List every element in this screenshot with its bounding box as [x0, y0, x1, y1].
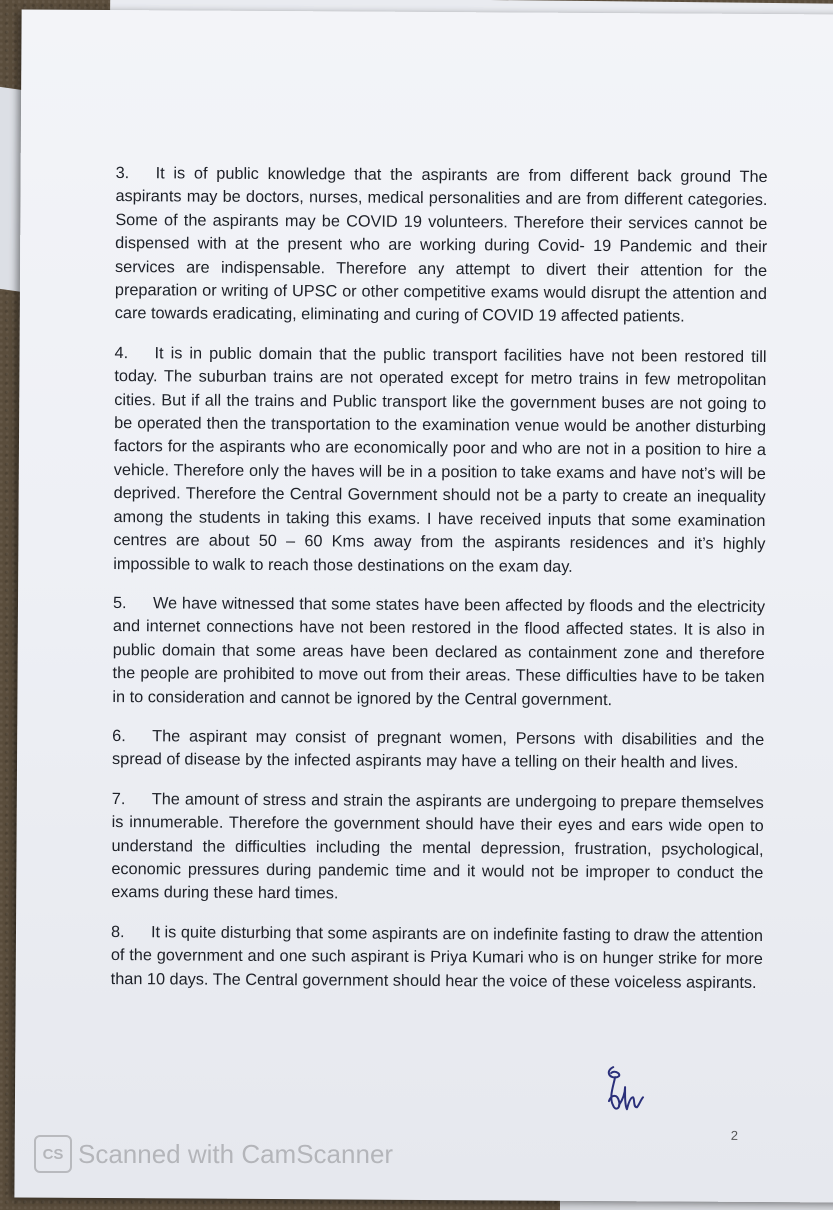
paragraph-text: It is of public knowledge that the aspirants are from different back ground The aspirants may be doctors, nurses, medical personalities and are from different categories. Some of the aspirants may be COVID 19 volunteers. Therefore their services cannot be dispensed with at the present who are working during Covid- 19 Pandemic and their services are indispensable. Therefore any attempt to divert their attention for the preparation or writing of UPSC or other competitive exams would disrupt the attention and care towards eradicating, eliminating and curing of COVID 19 affected patients. [114, 164, 768, 326]
camscanner-logo-icon: CS [34, 1135, 72, 1173]
paragraph-number: 6. [112, 726, 126, 746]
paragraph-text: It is in public domain that the public transport facilities have not been restored till today. The suburban trains are not operated except for metro trains in few metropolitan cities. But if all the trains and Public transport like the government buses are not going to be operated then the transportation to the examination venue would be another disturbing factors for the aspirants who are economically poor and who are not in a position to hire a vehicle. Therefore only the haves will be in a position to take exams and have not’s will be deprived. Therefore the Central Government should not be a party to create an inequality among the students in taking this exams. I have received inputs that some examination centres are about 50 – 60 Kms away from the aspirants residences and it’s highly impossible to walk to reach those destinations on the exam day. [113, 344, 767, 576]
paragraph-number: 8. [110, 922, 125, 941]
paragraph-5 [112, 592, 765, 713]
paragraph-text: The aspirant may consist of pregnant women, Persons with disabilities and the spread of disease by the infected aspirants may have a telling on their health and lives. [112, 727, 765, 773]
paragraph-7 [111, 788, 764, 909]
paragraph-number: 4. [114, 343, 129, 362]
paragraph-text: We have witnessed that some states have been affected by floods and the electricity and internet connections have not been restored in the flood affected states. It is also in public domain that some areas have been declared as containment zone and therefore the people are prohibited to move out from their areas. These difficulties have to be taken in to consideration and cannot be ignored by the Central government. [112, 594, 766, 709]
paragraph-3 [115, 162, 768, 330]
paragraph-number: 7. [111, 789, 126, 808]
document-body [111, 162, 768, 1011]
paragraph-text: It is quite disturbing that some aspirants are on indefinite fasting to draw the attention of the government and one such aspirant is Priya Kumari who is on hunger strike for more than 10 days. The Central government should hear the voice of these voiceless aspirants. [110, 923, 764, 992]
paragraph-8 [111, 921, 763, 995]
page-number: 2 [730, 1127, 739, 1143]
paragraph-number: 5. [112, 593, 127, 613]
watermark-text: Scanned with CamScanner [78, 1138, 394, 1169]
signature-icon [595, 1061, 655, 1121]
camscanner-watermark [34, 1135, 393, 1173]
document-page [14, 9, 833, 1202]
paragraph-6 [112, 725, 764, 776]
paragraph-text: The amount of stress and strain the aspirants are undergoing to prepare themselves is innumerable. Therefore the government should have their eyes and ears wide open to understand the difficulties including the mental depression, frustration, psychological, economic pressures during pandemic time and it would not be improper to conduct the exams during these hard times. [111, 790, 764, 903]
paragraph-number: 3. [115, 164, 130, 183]
paragraph-4 [113, 342, 766, 580]
